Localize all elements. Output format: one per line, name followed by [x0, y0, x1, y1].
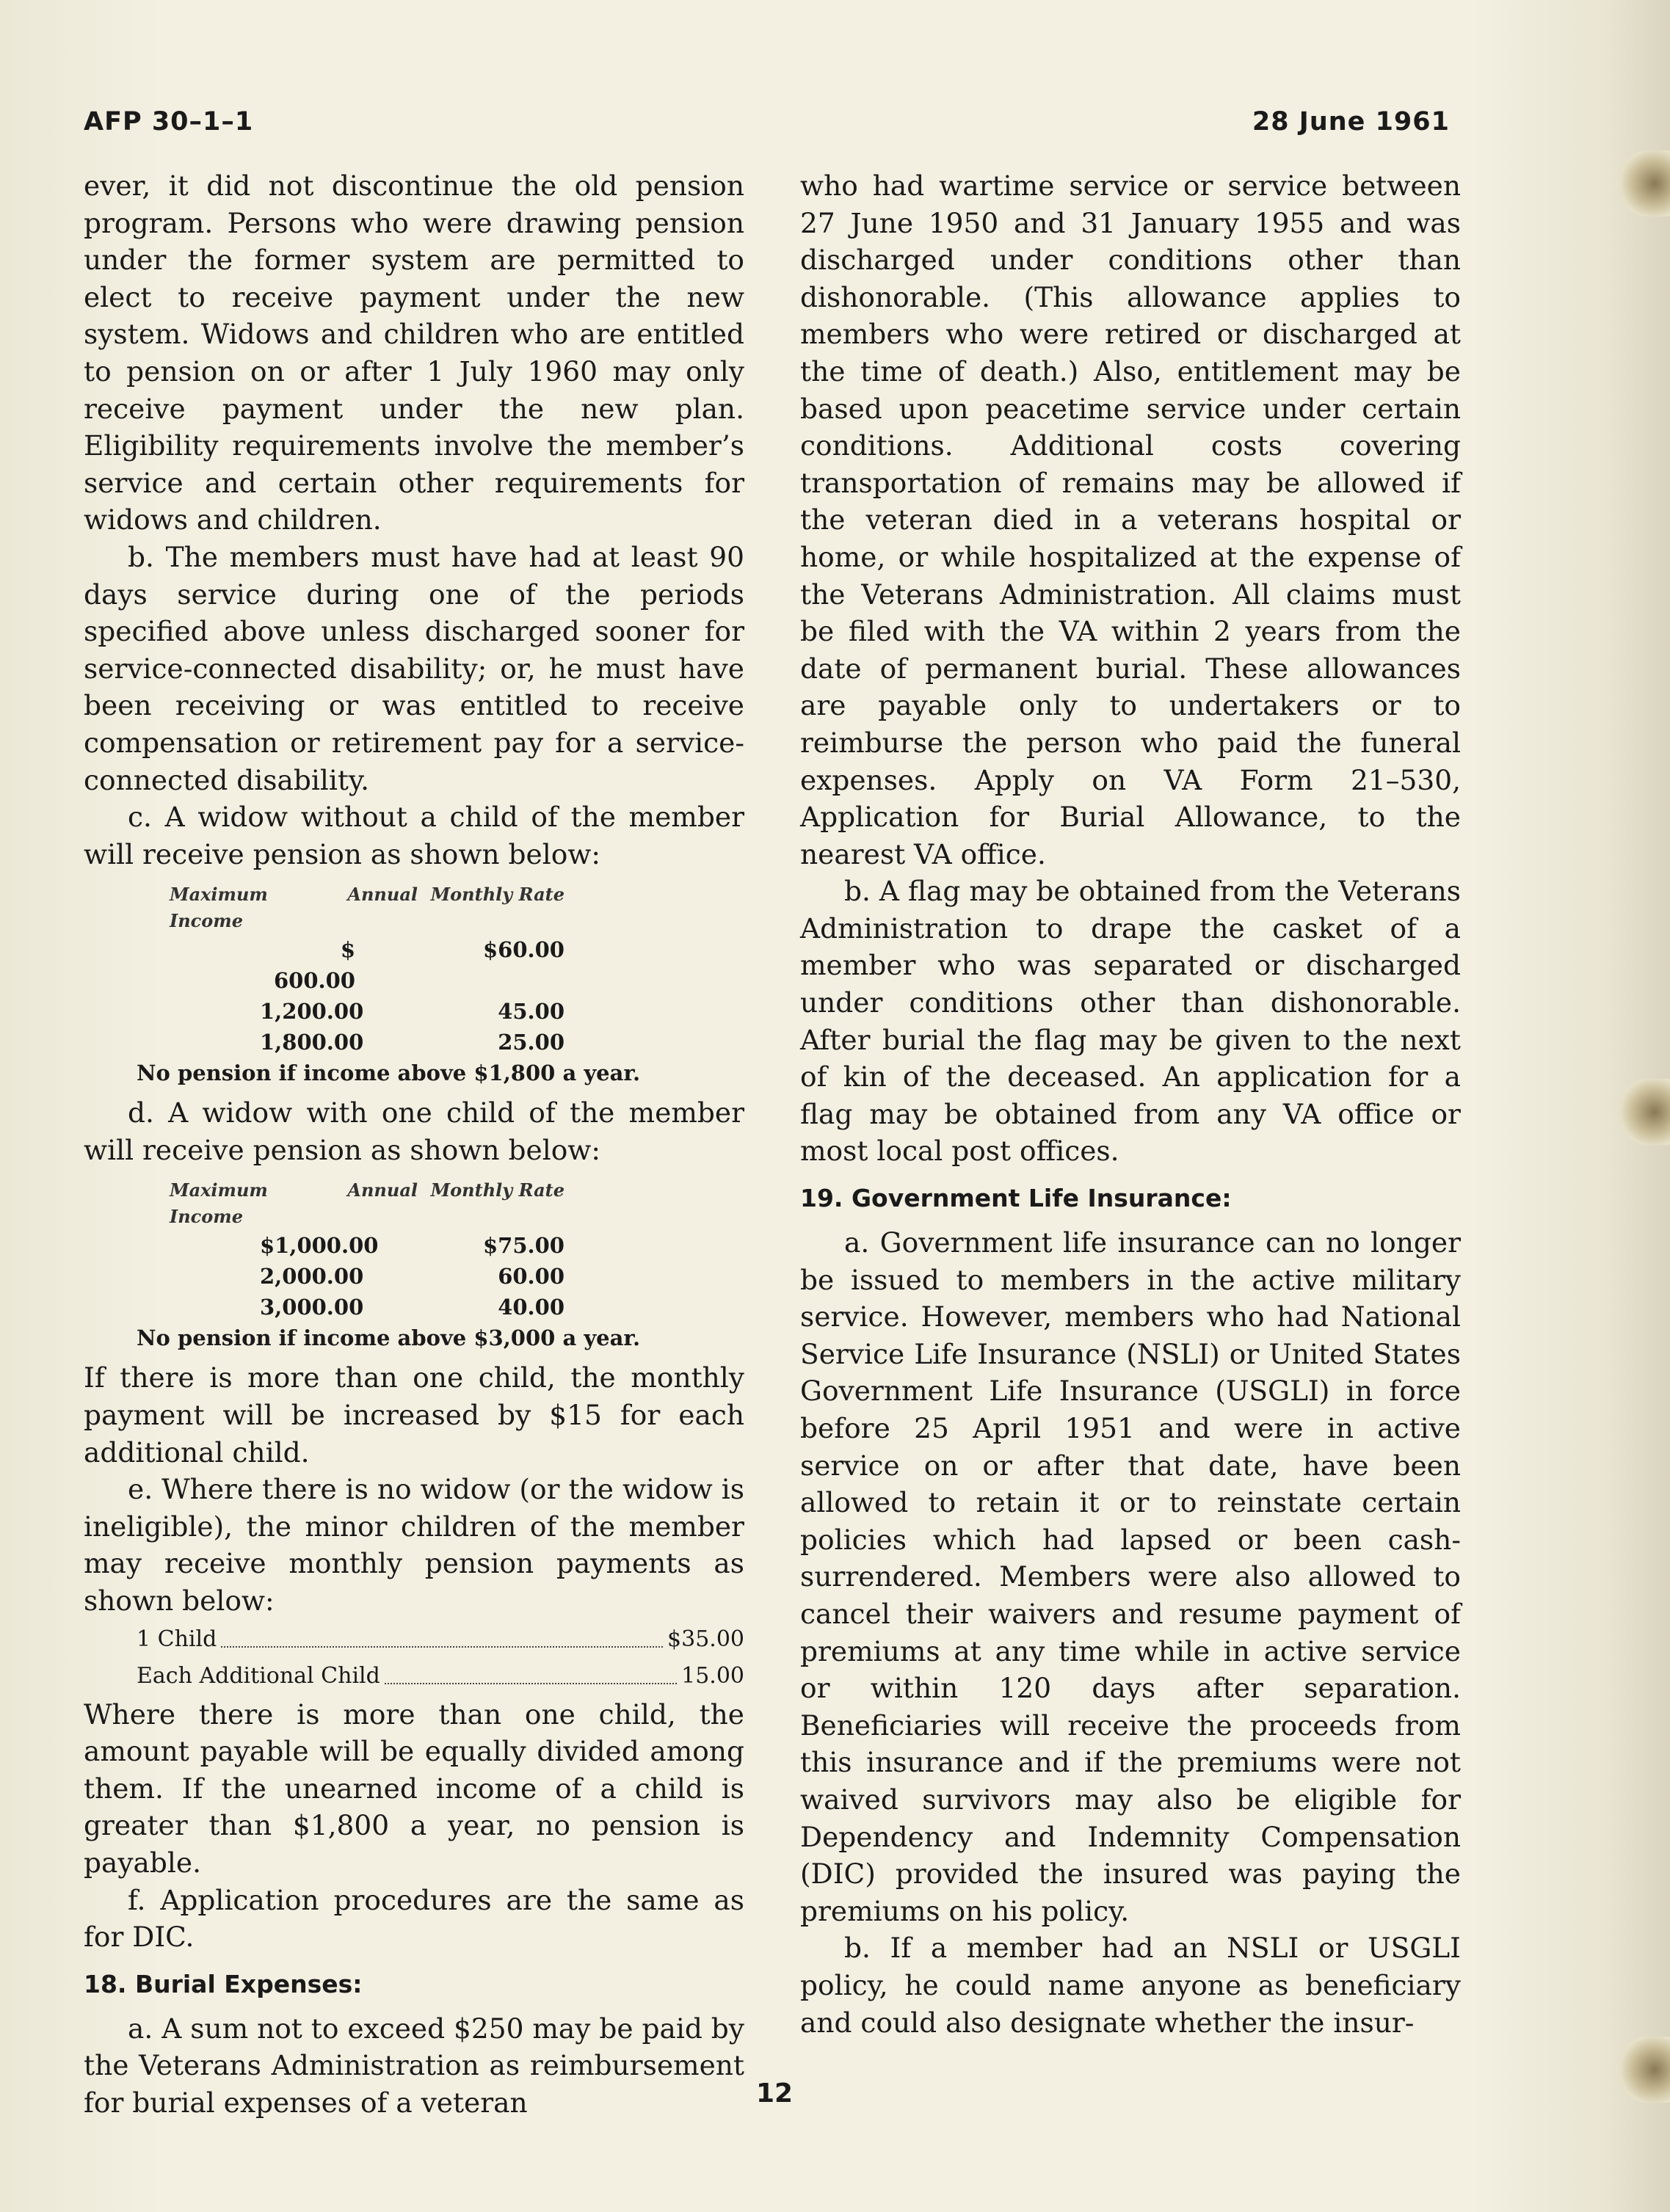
widow-pension-table — [84, 881, 744, 1088]
left-column — [84, 167, 744, 2122]
table-cell: $75.00 — [483, 1233, 564, 1259]
binder-hole — [1619, 150, 1670, 217]
leader-dots — [221, 1623, 663, 1648]
document-id: AFP 30–1–1 — [84, 107, 254, 137]
table-cell: 60.00 — [498, 1264, 564, 1289]
table-cell: $1,000.00 — [260, 1233, 379, 1259]
paragraph: who had wartime service or service between 27 June 1950 and 31 January 1955 and was discharged under conditions other than dishonorable. (This allowance applies to members who were retired or discharged at the time of death.) Also, entitlement may be based upon peacetime service under certain conditions. Additional costs covering transportation of remains may be allowed if the veteran died in a veterans hospital or home, or while hospitalized at the expense of the Veterans Administration. All claims must be filed with the VA within 2 years from the date of permanent burial. These allowances are payable only to undertakers or to reimburse the person who paid the funeral expenses. Apply on VA Form 21–530, Application for Burial Allowance, to the nearest VA office. — [800, 170, 1461, 870]
child-rate-label: Each Additional Child — [137, 1662, 380, 1689]
leader-dots — [385, 1659, 677, 1684]
table-row — [84, 934, 744, 996]
binder-hole — [1619, 1079, 1670, 1145]
table-cell: $60.00 — [483, 937, 564, 963]
table-row — [84, 996, 744, 1027]
paragraph: ever, it did not discontinue the old pension program. Persons who were drawing pension under the former system are permitted to elect to receive payment under the new system. Widows and children who are entitled to pension on or after 1 July 1960 may only receive payment under the new plan. Eligibility requirements involve the member’s service and certain other requirements for widows and children. — [84, 170, 744, 536]
child-rate-value: 15.00 — [681, 1662, 744, 1689]
paragraph-19a: a. Government life insurance can no longer be issued to members in the active military service. However, members who had National Service Life Insurance (NSLI) or United States Government Life Insurance (USGLI) in force before 25 April 1951 and were in active service on or after that date, have been allowed to retain it or to reinstate certain policies which had lapsed or been cash-surrendered. Members were also allowed to cancel their waivers and resume payment of premiums at any time while in active service or within 120 days after separation. Beneficiaries will receive the proceeds from this insurance and if the premiums were not waived survivors may also be eligible for Dependency and Indemnity Compensation (DIC) provided the insured was paying the premiums on his policy. — [800, 1226, 1461, 1927]
child-rate-row — [84, 1623, 744, 1656]
table-cell: $ 600.00 — [274, 937, 355, 994]
table-cell: 40.00 — [498, 1295, 564, 1320]
table-row — [84, 1292, 744, 1323]
right-column — [800, 167, 1461, 2041]
paragraph-b: b. The members must have had at least 90 days service during one of the periods specified above unless discharged sooner for service-connected disability; or, he must have been receiving or was entitled to receive compensation or retirement pay for a service-connected disability. — [84, 540, 744, 796]
table-cell: 1,200.00 — [260, 999, 364, 1025]
table-cell: 2,000.00 — [260, 1264, 364, 1289]
table-note: No pension if income above $1,800 a year. — [137, 1060, 641, 1086]
document-date: 28 June 1961 — [1252, 107, 1450, 137]
paragraph: Where there is more than one child, the amount payable will be equally divided among them. If the unearned income of a child is greater than $1,800 a year, no pension is payable. — [84, 1698, 744, 1879]
table-header: Monthly Rate — [430, 884, 564, 906]
table-row — [84, 1261, 744, 1292]
section-heading-18: 18. Burial Expenses: — [84, 1969, 363, 1998]
table-row — [84, 1027, 744, 1058]
paragraph-c: c. A widow without a child of the member will receive pension as shown below: — [84, 801, 744, 870]
paragraph-d: d. A widow with one child of the member will receive pension as shown below: — [84, 1096, 744, 1166]
paragraph-18b: b. A flag may be obtained from the Veterans Administration to drape the casket of a member who was separated or discharged under conditions other than dishonorable. After burial the flag may be given to the next of kin of the deceased. An application for a flag may be obtained from any VA office or most local post offices. — [800, 875, 1461, 1168]
binder-hole — [1619, 2037, 1670, 2103]
child-rate-value: $35.00 — [667, 1626, 744, 1652]
table-cell: 25.00 — [498, 1030, 564, 1055]
table-note: No pension if income above $3,000 a year. — [137, 1325, 641, 1351]
page-number: 12 — [756, 2078, 794, 2109]
table-cell: 45.00 — [498, 999, 564, 1025]
paragraph: If there is more than one child, the monthly payment will be increased by $15 for each additional child. — [84, 1361, 744, 1469]
table-row — [84, 1230, 744, 1261]
paragraph-19b: b. If a member had an NSLI or USGLI policy, he could name anyone as beneficiary and could also designate whether the insur- — [800, 1932, 1461, 2039]
child-rate-label: 1 Child — [137, 1626, 217, 1652]
table-header: Monthly Rate — [430, 1179, 564, 1201]
table-cell: 3,000.00 — [260, 1295, 364, 1320]
table-header: Maximum Annual Income — [170, 1179, 418, 1228]
paragraph-e: e. Where there is no widow (or the widow is ineligible), the minor children of the member may receive monthly pension payments as shown below: — [84, 1473, 744, 1618]
child-rate-row — [84, 1659, 744, 1693]
table-header: Maximum Annual Income — [170, 884, 418, 932]
widow-child-pension-table — [84, 1177, 744, 1353]
table-cell: 1,800.00 — [260, 1030, 364, 1055]
section-heading-19: 19. Government Life Insurance: — [800, 1184, 1232, 1213]
paragraph-18a: a. A sum not to exceed $250 may be paid by the Veterans Administration as reimbursement for burial expenses of a veteran — [84, 2012, 744, 2119]
paragraph-f: f. Application procedures are the same as for DIC. — [84, 1883, 744, 1954]
